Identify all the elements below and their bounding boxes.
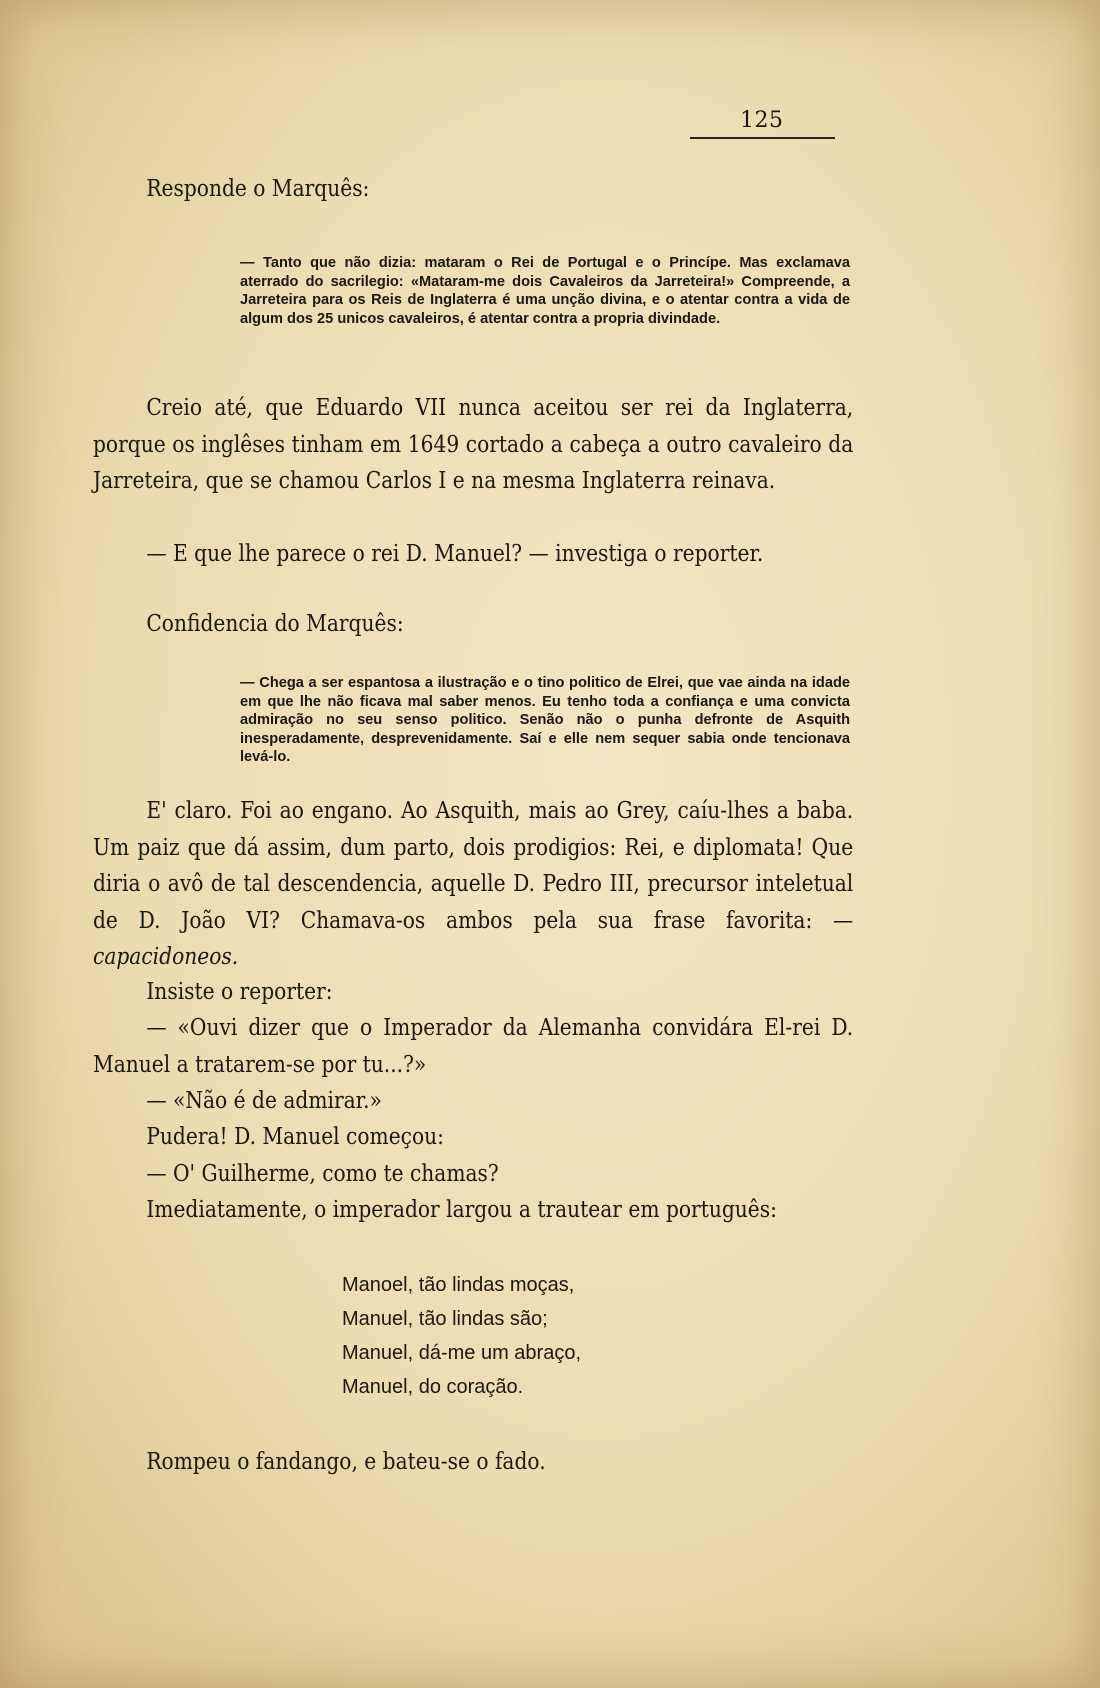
emphasis-text: capacidoneos. (93, 942, 239, 970)
paragraph-reporter-question (93, 535, 853, 572)
quote-text: — Chega a ser espantosa a ilustração e o tino politico de Elrei, que vae ainda na idade em que lhe não ficava mal saber menos. Eu tenho toda a confiança e uma convicta admiração no seu senso politico. Senão não o punha defronte de Asquith inesperadamente, desprevenidamente. Saí e elle nem sequer sabia onde tencionava levá-lo. (240, 675, 850, 766)
quote-text: — Tanto que não dizia: mataram o Rei de Portugal e o Princípe. Mas exclamava aterrado do sacrilegio: «Mataram-me dois Cavaleiros da Jarreteira!» Compreende, a Jarreteira para os Reis de Inglaterra é uma unção divina, e o atentar contra a vida de algum dos 25 unicos cavaleiros, é atentar contra a propria divindade. (240, 255, 850, 327)
page-number: 125 (740, 108, 784, 133)
page-number-rule (690, 137, 835, 139)
paragraph-text (93, 792, 853, 975)
paragraph-text: Imediatamente, o imperador largou a trautear em português: (146, 1195, 777, 1223)
paragraph-responde (93, 170, 853, 207)
paragraph-text: — «Ouvi dizer que o Imperador da Alemanha convidára El-rei D. Manuel a tratarem-se por tu...?» (93, 1013, 854, 1078)
poem-line: Manoel, tão lindas moças, (342, 1274, 575, 1296)
paragraph-text: Creio até, que Eduardo VII nunca aceitou ser rei da Inglaterra, porque os inglêses tinham em 1649 cortado a cabeça a outro cavaleiro da Jarreteira, que se chamou Carlos I e na mesma Inglaterra reinava. (93, 393, 854, 494)
paragraph-pudera (93, 1118, 853, 1155)
paragraph-text: — O' Guilherme, como te chamas? (146, 1159, 499, 1187)
paragraph-text: Pudera! D. Manuel começou: (146, 1122, 444, 1150)
quote-block-1 (240, 254, 850, 328)
quote-block-2 (240, 674, 850, 767)
paragraph-guilherme (93, 1155, 853, 1192)
poem-line: Manuel, tão lindas são; (342, 1308, 548, 1330)
paragraph-text: Rompeu o fandango, e bateu-se o fado. (146, 1447, 546, 1475)
paragraph-imediatamente (93, 1191, 853, 1228)
paragraph-closing (93, 1443, 853, 1480)
paragraph-text: Confidencia do Marquês: (146, 609, 404, 637)
paragraph-insiste (93, 973, 853, 1010)
paragraph-main-text: E' claro. Foi ao engano. Ao Asquith, mais ao Grey, caíu-lhes a baba. Um paiz que dá assim, dum parto, dois prodigios: Rei, e diplomata! Que diria o avô de tal descendencia, aquelle D. Pedro III, precursor inteletual de D. João VI? Chamava-os ambos pela sua frase favorita: — (93, 796, 854, 934)
paragraph-claro (93, 792, 853, 975)
paragraph-text: — «Não é de admirar.» (146, 1086, 382, 1114)
poem-line: Manuel, do coração. (342, 1376, 524, 1398)
paragraph-text: Insiste o reporter: (146, 977, 333, 1005)
paragraph-ouvi (93, 1009, 853, 1082)
paragraph-creio (93, 389, 853, 499)
paragraph-confidencia (93, 605, 853, 642)
paragraph-nao-admirar (93, 1082, 853, 1119)
poem-line: Manuel, dá-me um abraço, (342, 1342, 582, 1364)
poem-stanza (342, 1268, 581, 1404)
paragraph-text: — E que lhe parece o rei D. Manuel? — investiga o reporter. (146, 539, 764, 567)
paragraph-text: Responde o Marquês: (146, 174, 370, 202)
